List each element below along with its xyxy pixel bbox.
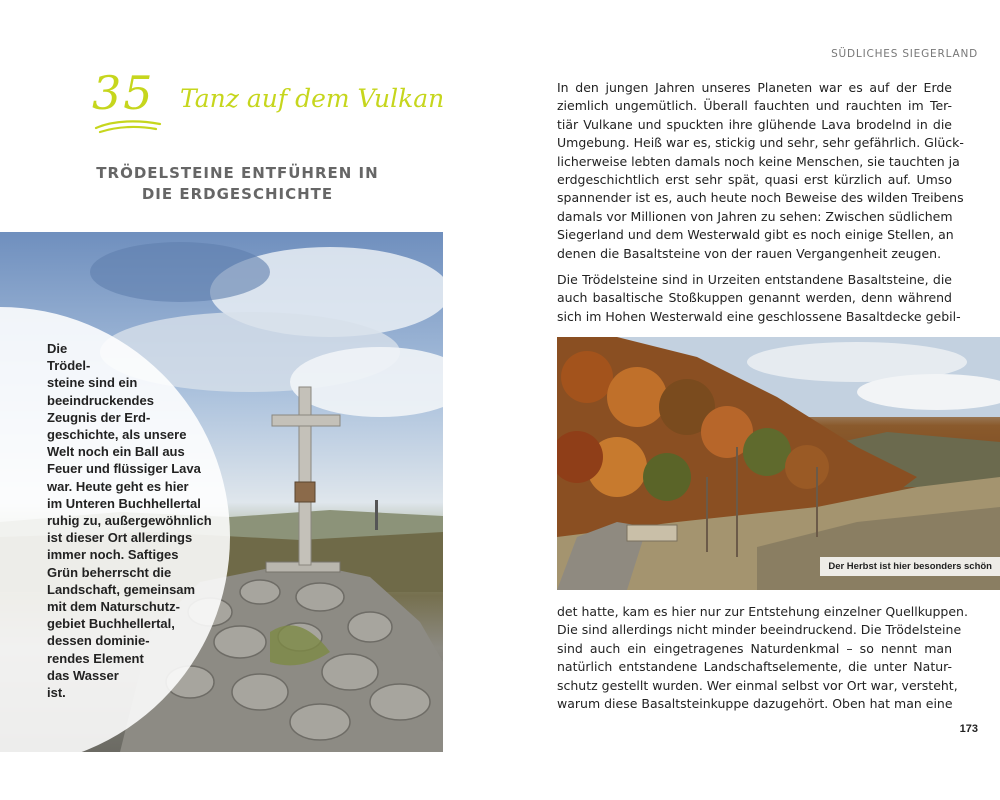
text-line: damals vor Millionen von Jahren zu sehen: Zwischen südlichem <box>557 208 953 224</box>
photo-caption: Der Herbst ist hier besonders schön <box>820 557 1000 576</box>
quote-line: im Unteren Buchhellertal <box>47 495 201 511</box>
quote-line: Landschaft, gemeinsam <box>47 581 196 597</box>
text-line: tiär Vulkane und spuckten ihre glühende Lava brodelnd in die <box>557 116 952 132</box>
autumn-forest-illustration <box>557 337 1000 590</box>
quote-line: beeindruckendes <box>47 392 154 408</box>
text-line: erdgeschichtlich erst sehr spät, quasi erst kürzlich auf. Umso <box>557 172 952 188</box>
quote-line: dessen dominie- <box>47 633 150 649</box>
paragraph-1 <box>557 79 964 263</box>
quote-line: steine sind ein <box>47 375 138 391</box>
chapter-title: Tanz auf dem Vulkan <box>180 84 445 113</box>
subtitle-line: TRÖDELSTEINE ENTFÜHREN IN <box>96 164 379 182</box>
chapter-subtitle <box>60 163 415 205</box>
text-line: spannender ist es, auch heute noch Beweise des wilden Treibens <box>557 190 964 206</box>
text-line: denen die Basaltsteine von der rauen Vergangenheit zeugen. <box>557 245 942 261</box>
text-line: Die sind allerdings nicht minder beeindruckend. Die Trödelsteine <box>557 622 962 638</box>
quote-line: gebiet Buchhellertal, <box>47 616 175 632</box>
quote-line: ist. <box>47 685 66 701</box>
quote-line: ist dieser Ort allerdings <box>47 530 193 546</box>
running-head: SÜDLICHES SIEGERLAND <box>831 48 978 60</box>
quote-line: mit dem Naturschutz- <box>47 599 180 615</box>
text-line: det hatte, kam es hier nur zur Entstehung einzelner Quellkuppen. <box>557 604 968 619</box>
quote-line: Grün beherrscht die <box>47 564 172 580</box>
subtitle-line: DIE ERDGESCHICHTE <box>141 185 334 203</box>
paragraph-3 <box>557 603 968 713</box>
quote-line: das Wasser <box>47 667 119 683</box>
quote-line: Die <box>47 341 68 356</box>
text-line: schutz gestellt wurden. Wer einmal selbst vor Ort war, versteht, <box>557 677 958 693</box>
quote-line: ruhig zu, außergewöhnlich <box>47 513 212 529</box>
quote-line: Welt noch ein Ball aus <box>47 444 185 460</box>
quote-line: geschichte, als unsere <box>47 427 187 443</box>
text-line: warum diese Basaltsteinkuppe dazugehört. Oben hat man eine <box>557 696 953 712</box>
chapter-underline-swash <box>94 118 164 134</box>
text-line: Siegerland und dem Westerwald gibt es noch einige Stellen, an <box>557 227 954 243</box>
quote-line: immer noch. Saftiges <box>47 547 179 563</box>
chapter-number: 35 <box>92 66 155 120</box>
autumn-forest-photo <box>557 337 1000 590</box>
text-line: sind auch ein eingetragenes Naturdenkmal – so nennt man <box>557 640 952 656</box>
text-line: auch basaltische Stoßkuppen genannt werden, denn während <box>557 290 952 306</box>
text-line: sich im Hohen Westerwald eine geschlossene Basaltdecke gebil- <box>557 308 961 324</box>
quote-line: war. Heute geht es hier <box>47 478 189 494</box>
pull-quote <box>47 340 237 701</box>
text-line: In den jungen Jahren unseres Planeten war es auf der Erde <box>557 80 952 95</box>
quote-line: rendes Element <box>47 650 144 666</box>
text-line: licherweise lebten damals noch keine Menschen, sie tauchten ja <box>557 153 960 169</box>
text-line: Umgebung. Heiß war es, stickig und sehr, sehr gefährlich. Glück- <box>557 135 964 151</box>
text-line: ziemlich ungemütlich. Überall fauchten und rauchten im Ter- <box>557 98 952 114</box>
quote-line: Feuer und flüssiger Lava <box>47 461 201 477</box>
text-line: natürlich entstandene Landschaftselemente, die unter Natur- <box>557 659 952 675</box>
quote-line: Trödel- <box>47 358 91 374</box>
page-number: 173 <box>959 723 978 735</box>
paragraph-2 <box>557 271 961 326</box>
quote-line: Zeugnis der Erd- <box>47 409 151 425</box>
text-line: Die Trödelsteine sind in Urzeiten entstandene Basaltsteine, die <box>557 272 952 287</box>
